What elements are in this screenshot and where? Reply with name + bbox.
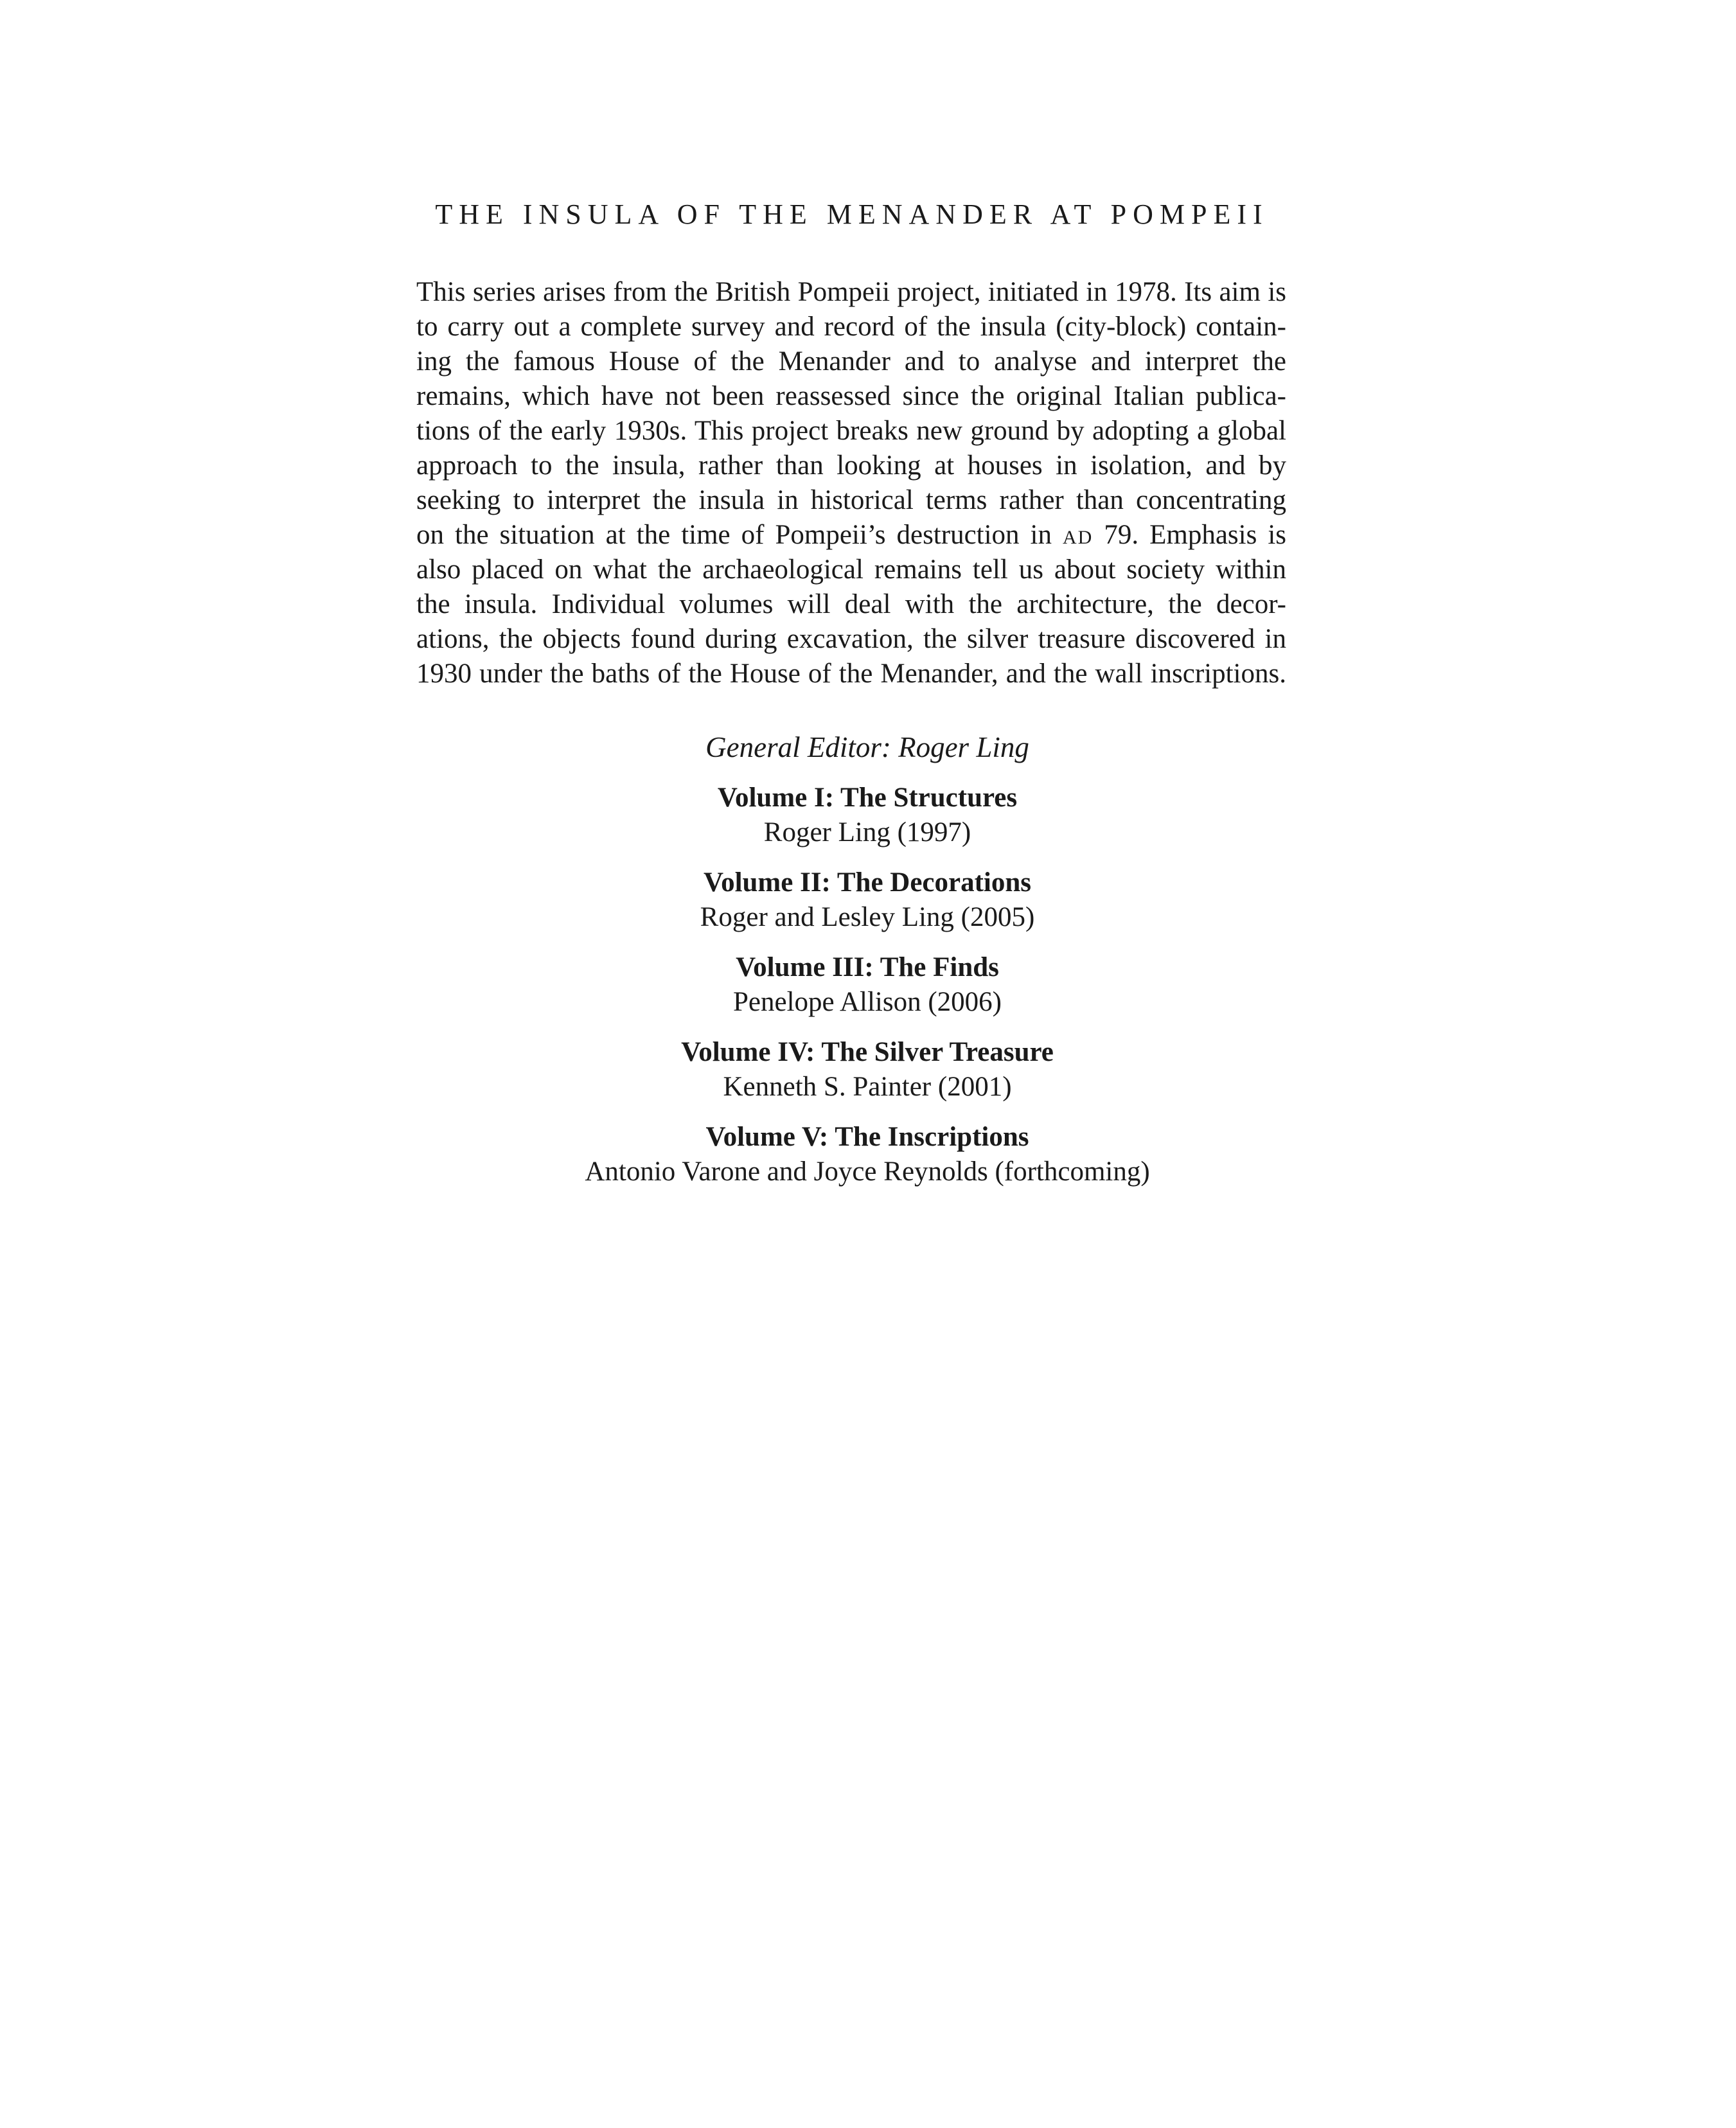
description-line: also placed on what the archaeological remains tell us about society within [416, 554, 1286, 585]
volume-entry [418, 865, 1317, 935]
volume-entry [418, 1035, 1317, 1104]
series-title: THE INSULA OF THE MENANDER AT POMPEII [435, 199, 1269, 230]
volume-list [418, 729, 1317, 1205]
volume-title: Volume III: The Finds [736, 952, 999, 982]
description-line: remains, which have not been reassessed since the original Italian publica- [416, 381, 1286, 411]
volume-author: Penelope Allison (2006) [732, 987, 1002, 1017]
volume-author: Roger Ling (1997) [763, 817, 971, 847]
volume-author: Roger and Lesley Ling (2005) [700, 902, 1035, 932]
description-line: This series arises from the British Pompeii project, initiated in 1978. Its aim is [416, 277, 1286, 307]
description-line: ing the famous House of the Menander and to analyse and interpret the [416, 346, 1286, 377]
volume-entry [418, 781, 1317, 850]
description-line-era [416, 518, 1286, 553]
description-line: seeking to interpret the insula in historical terms rather than concentrating [416, 485, 1286, 515]
volume-title: Volume I: The Structures [717, 783, 1018, 813]
description-line-head: on the situation at the time of Pompeii’s destruction in [416, 520, 1052, 550]
volume-entry [418, 1120, 1317, 1189]
volume-entry [418, 950, 1317, 1020]
volume-author: Antonio Varone and Joyce Reynolds (forthcoming) [585, 1157, 1150, 1187]
volume-author: Kenneth S. Painter (2001) [723, 1072, 1012, 1102]
description-line: to carry out a complete survey and record of the insula (city-block) contain- [416, 312, 1286, 342]
volume-title: Volume IV: The Silver Treasure [681, 1037, 1054, 1067]
description-line-tail: 79. Emphasis is [1104, 520, 1287, 550]
description-line: 1930 under the baths of the House of the Menander, and the wall inscriptions. [416, 659, 1286, 689]
description-line: the insula. Individual volumes will deal with the architecture, the decor- [416, 589, 1286, 619]
description-line: approach to the insula, rather than looking at houses in isolation, and by [416, 450, 1286, 481]
series-description [416, 275, 1286, 691]
general-editor: General Editor: Roger Ling [705, 731, 1029, 763]
description-line: ations, the objects found during excavation, the silver treasure discovered in [416, 624, 1286, 654]
volume-title: Volume II: The Decorations [703, 867, 1032, 898]
description-line: tions of the early 1930s. This project breaks new ground by adopting a global [416, 416, 1286, 446]
volume-title: Volume V: The Inscriptions [705, 1122, 1029, 1152]
era-abbreviation: ad [1063, 520, 1094, 550]
